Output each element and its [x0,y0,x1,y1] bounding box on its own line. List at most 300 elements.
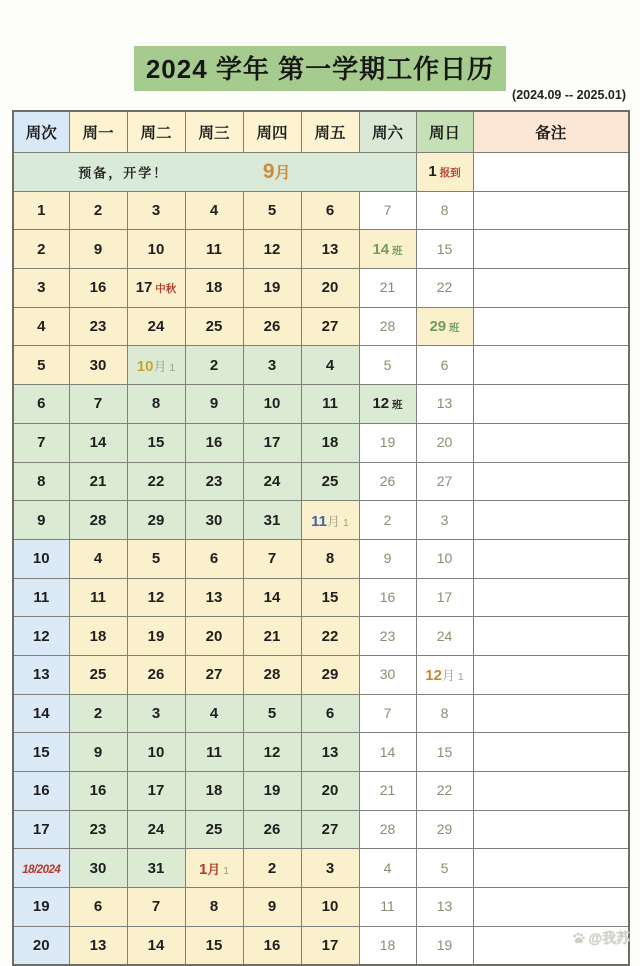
cell-text: 4 [37,318,46,336]
cell-text: 9 [37,511,46,529]
day-cell-thu [243,423,301,462]
september-banner-cell [13,153,416,192]
header-saturday: 周六 [359,111,416,153]
cell-text: 19 [263,782,281,800]
cell-text: 12 [147,588,165,606]
day-cell-thu [243,849,301,888]
day-cell-fri [301,810,359,849]
remark-cell [473,733,629,772]
cell-text: 16 [89,782,107,800]
cell-text: 1 [340,516,349,529]
cell-text: 18/2024 [22,863,61,876]
remark-cell [473,539,629,578]
week-number-cell [13,462,69,501]
day-cell-fri [301,655,359,694]
cell-text: 班 [389,244,403,257]
day-cell-wed [185,617,243,656]
day-cell-tue [127,269,185,308]
week-row [13,617,629,656]
day-cell-wed [185,655,243,694]
cell-text: 31 [263,511,281,529]
day-cell-sun [416,346,473,385]
day-cell-thu [243,810,301,849]
week-number-cell [13,849,69,888]
cell-text: 12 [425,667,442,685]
date-range-subtitle: (2024.09 -- 2025.01) [512,88,626,102]
cell-text: 11 [33,588,50,606]
day-cell-wed [185,539,243,578]
cell-text: 13 [436,395,453,412]
day-cell-thu [243,578,301,617]
cell-text: 17 [321,937,339,955]
cell-text: 9 [93,240,103,258]
day-cell-sat [359,810,416,849]
day-cell-tue [127,772,185,811]
cell-text: 29 [321,666,339,684]
week-row [13,385,629,424]
cell-text: 15 [205,937,223,955]
day-cell-thu [243,888,301,927]
week-row [13,501,629,540]
cell-text: 17 [32,821,50,839]
cell-text: 6 [93,898,103,916]
cell-text: 2 [209,356,219,374]
cell-text: 报到 [436,167,461,180]
cell-text: 23 [89,318,107,336]
cell-text: 19 [436,937,453,954]
day-cell-thu [243,926,301,965]
day-cell-fri [301,385,359,424]
day-cell-tue [127,810,185,849]
page-title-text: 2024 学年 第一学期工作日历 [134,46,506,91]
day-cell-wed [185,926,243,965]
week-number-cell [13,385,69,424]
day-cell-sat [359,617,416,656]
day-cell-sun [416,191,473,230]
cell-text: 6 [440,356,449,373]
cell-text: 30 [89,356,107,374]
week-number-cell [13,230,69,269]
cell-text: 14 [372,240,390,258]
remark-cell [473,346,629,385]
cell-text: 7 [151,898,161,916]
cell-text: 28 [89,511,107,529]
day-cell-mon [69,926,127,965]
cell-text: 3 [151,704,161,722]
day-cell-sun [416,694,473,733]
day-cell-tue [127,849,185,888]
cell-text: 10 [263,395,281,413]
day-cell-thu [243,617,301,656]
cell-text: 2 [93,704,103,722]
remark-cell [473,501,629,540]
day-cell-thu [243,539,301,578]
cell-text: 4 [93,550,103,568]
day-cell-mon [69,230,127,269]
day-cell-fri [301,501,359,540]
day-cell-thu [243,733,301,772]
cell-text: 26 [379,472,396,489]
cell-text: 19 [263,279,281,297]
remark-cell [473,849,629,888]
cell-text: 16 [263,937,281,955]
day-cell-sun [416,269,473,308]
day-cell-wed [185,230,243,269]
cell-text: 24 [436,627,453,644]
cell-text: 28 [379,821,396,838]
cell-text: 14 [379,743,396,760]
cell-text: 10 [147,240,165,258]
day-cell-mon [69,307,127,346]
cell-text: 27 [321,318,339,336]
day-cell-sun [416,423,473,462]
header-friday: 周五 [301,111,359,153]
week-number-cell [13,578,69,617]
header-remarks: 备注 [473,111,629,153]
cell-text: 17 [263,434,281,452]
cell-text: 20 [32,937,50,955]
remark-cell [473,772,629,811]
cell-text: 4 [325,356,335,374]
cell-text: 13 [89,937,107,955]
cell-text: 28 [379,318,396,335]
week-number-cell [13,501,69,540]
day-cell-thu [243,385,301,424]
day-cell-sun [416,462,473,501]
day-cell-mon [69,385,127,424]
remark-cell [473,655,629,694]
day-cell-tue [127,694,185,733]
day-cell-sat [359,539,416,578]
cell-text: 18 [379,937,396,954]
cell-text: 11 [311,512,328,530]
cell-text: 1 [220,864,230,877]
cell-text: 22 [321,627,339,645]
cell-text: 20 [205,627,223,645]
cell-text: 26 [263,318,281,336]
week-row [13,346,629,385]
cell-text: 21 [263,627,281,645]
day-cell-mon [69,501,127,540]
cell-text: 班 [446,322,460,335]
cell-text: 月 [327,513,341,529]
day-cell-fri [301,694,359,733]
week-row [13,810,629,849]
cell-text: 9 [209,395,219,413]
cell-text: 7 [383,704,392,721]
day-cell-thu [243,346,301,385]
remark-cell [473,423,629,462]
header-sunday: 周日 [416,111,473,153]
day-cell-tue [127,423,185,462]
cell-text: 8 [440,704,449,721]
day-cell-sat [359,926,416,965]
cell-text: 22 [436,279,453,296]
day-cell-mon [69,694,127,733]
day-cell-fri [301,423,359,462]
day-cell-mon [69,539,127,578]
remark-cell [473,307,629,346]
cell-text: 16 [89,279,107,297]
day-cell-sat [359,423,416,462]
remark-cell [473,694,629,733]
month-label-september: 9月 [262,159,291,183]
week-row [13,423,629,462]
cell-text: 5 [267,202,277,220]
day-cell-sun [416,307,473,346]
cell-text: 31 [147,859,165,877]
cell-text: 18 [205,782,223,800]
cell-text: 15 [436,743,453,760]
cell-text: 12 [372,395,390,413]
cell-text: 7 [383,202,392,219]
cell-text: 1 [428,163,437,181]
cell-text: 24 [147,318,165,336]
day-cell-tue [127,191,185,230]
day-cell-fri [301,307,359,346]
week-row [13,849,629,888]
day-cell-sat [359,462,416,501]
cell-text: 13 [321,240,339,258]
day-cell-sat [359,230,416,269]
cell-text: 2 [93,202,103,220]
watermark [571,928,630,948]
day-cell-wed [185,191,243,230]
day-cell-sun [416,849,473,888]
week-number-cell [13,772,69,811]
day-cell-fri [301,191,359,230]
cell-text: 14 [32,704,50,722]
cell-text: 月 [207,861,221,877]
cell-text: 3 [267,356,277,374]
cell-text: 20 [321,279,339,297]
remark-cell [473,578,629,617]
day-cell-sep1-register [416,153,473,192]
day-cell-mon [69,346,127,385]
day-cell-sun [416,539,473,578]
day-cell-sat [359,191,416,230]
cell-text: 1 [166,361,176,374]
day-cell-sun [416,230,473,269]
day-cell-wed [185,694,243,733]
cell-text: 16 [32,782,50,800]
cell-text: 21 [379,279,396,296]
cell-text: 26 [147,666,165,684]
cell-text: 23 [205,472,223,490]
day-cell-thu [243,655,301,694]
cell-text: 30 [205,511,223,529]
week-row [13,655,629,694]
cell-text: 14 [89,434,107,452]
day-cell-thu [243,772,301,811]
day-cell-fri [301,888,359,927]
day-cell-wed [185,810,243,849]
day-cell-fri [301,539,359,578]
day-cell-tue [127,346,185,385]
cell-text: 5 [267,704,277,722]
cell-text: 13 [205,588,223,606]
header-week-number: 周次 [13,111,69,153]
cell-text: 12 [32,627,50,645]
cell-text: 12 [263,743,281,761]
day-cell-thu [243,191,301,230]
cell-text: 11 [206,240,222,258]
day-cell-wed [185,307,243,346]
day-cell-tue [127,230,185,269]
day-cell-sun [416,926,473,965]
cell-text: 3 [440,511,449,528]
cell-text: 30 [379,666,396,683]
cell-text: 16 [205,434,223,452]
calendar-body [13,153,629,966]
day-cell-sat [359,888,416,927]
day-cell-fri [301,346,359,385]
day-cell-fri [301,849,359,888]
day-cell-tue [127,462,185,501]
cell-text: 23 [379,627,396,644]
cell-text: 26 [263,821,281,839]
cell-text: 4 [209,202,219,220]
week-row [13,578,629,617]
day-cell-tue [127,617,185,656]
cell-text: 15 [147,434,165,452]
day-cell-wed [185,733,243,772]
day-cell-sun [416,888,473,927]
cell-text: 6 [325,202,335,220]
cell-text: 30 [89,859,107,877]
cell-text: 8 [151,395,161,413]
remark-cell [473,888,629,927]
day-cell-tue [127,539,185,578]
week-row [13,462,629,501]
cell-text: 10 [147,743,165,761]
semester-start-note: 预备，开学！ [78,165,169,181]
cell-text: 29 [147,511,165,529]
cell-text: 29 [436,821,453,838]
day-cell-wed [185,578,243,617]
day-cell-wed [185,888,243,927]
cell-text: 10 [32,550,50,568]
day-cell-wed [185,423,243,462]
day-cell-sun [416,772,473,811]
cell-text: 11 [206,743,222,761]
cell-text: 20 [436,434,453,451]
day-cell-tue [127,655,185,694]
cell-text: 5 [383,356,392,373]
cell-text: 10 [136,357,154,375]
day-cell-sun [416,385,473,424]
cell-text: 18 [321,434,339,452]
cell-text: 17 [135,279,153,297]
cell-text: 17 [147,782,165,800]
cell-text: 2 [37,240,46,258]
week-number-cell [13,655,69,694]
day-cell-mon [69,655,127,694]
cell-text: 14 [263,588,281,606]
remark-cell [473,269,629,308]
cell-text: 13 [436,898,453,915]
cell-text: 23 [89,821,107,839]
week-row [13,694,629,733]
day-cell-sat [359,772,416,811]
day-cell-wed [185,269,243,308]
week-number-cell [13,888,69,927]
day-cell-wed [185,501,243,540]
day-cell-mon [69,191,127,230]
day-cell-fri [301,772,359,811]
cell-text: 5 [151,550,161,568]
day-cell-mon [69,772,127,811]
day-cell-mon [69,578,127,617]
day-cell-mon [69,423,127,462]
day-cell-thu [243,501,301,540]
cell-text: 3 [325,859,335,877]
day-cell-sun [416,501,473,540]
week-number-cell [13,346,69,385]
day-cell-sun [416,810,473,849]
day-cell-tue [127,307,185,346]
day-cell-wed [185,462,243,501]
cell-text: 月 [153,358,167,374]
remark-cell [473,462,629,501]
cell-text: 5 [440,859,449,876]
week-number-cell [13,269,69,308]
cell-text: 18 [89,627,107,645]
day-cell-fri [301,269,359,308]
remark-cell [473,385,629,424]
cell-text: 1 [37,202,46,220]
week-number-cell [13,733,69,772]
day-cell-mon [69,888,127,927]
day-cell-fri [301,462,359,501]
cell-text: 1 [198,860,208,878]
cell-text: 13 [321,743,339,761]
cell-text: 29 [429,318,447,336]
cell-text: 8 [37,472,46,490]
week-number-cell [13,423,69,462]
remark-cell [473,810,629,849]
day-cell-wed [185,772,243,811]
cell-text: 4 [383,859,392,876]
day-cell-sat [359,501,416,540]
remark-cell [473,191,629,230]
day-cell-fri [301,230,359,269]
day-cell-sat [359,269,416,308]
day-cell-tue [127,733,185,772]
calendar-table [12,110,630,966]
cell-text: 20 [321,782,339,800]
week-number-cell [13,926,69,965]
day-cell-sun [416,617,473,656]
page-title [0,46,640,91]
day-cell-thu [243,230,301,269]
day-cell-sat [359,578,416,617]
cell-text: 7 [267,550,277,568]
day-cell-wed [185,346,243,385]
cell-text: 15 [32,743,50,761]
day-cell-wed [185,385,243,424]
cell-text: 24 [147,821,165,839]
cell-text: 27 [205,666,223,684]
day-cell-mon [69,733,127,772]
cell-text: 7 [93,395,103,413]
cell-text: 21 [379,782,396,799]
day-cell-tue [127,501,185,540]
cell-text: 25 [321,472,339,490]
day-cell-thu [243,462,301,501]
cell-text: 11 [322,395,338,413]
day-cell-sat [359,385,416,424]
